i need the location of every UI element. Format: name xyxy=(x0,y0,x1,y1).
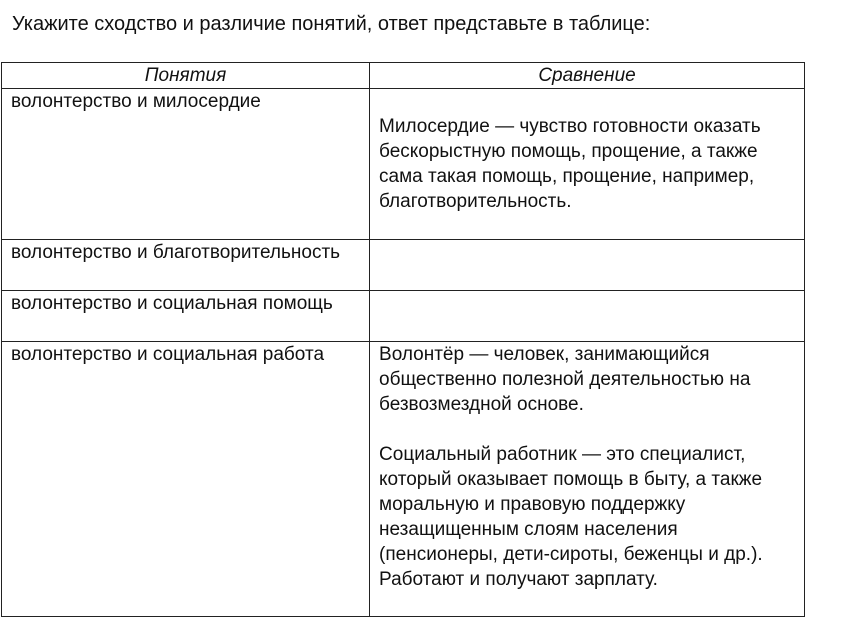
table-row xyxy=(2,291,805,342)
table-row xyxy=(2,240,805,291)
comparison-text: Волонтёр — человек, занимающийся общественно полезной деятельностью на безвозмездной основе. xyxy=(379,344,751,415)
comparison-cell xyxy=(370,291,805,342)
concept-text: волонтерство и благотворительность xyxy=(11,242,341,263)
comparison-cell xyxy=(370,342,805,617)
task-title: Укажите сходство и различие понятий, ответ представьте в таблице: xyxy=(12,13,651,35)
comparison-table xyxy=(1,62,805,617)
table-header-row xyxy=(2,63,805,89)
header-comparison: Сравнение xyxy=(370,63,805,89)
concept-text: волонтерство и милосердие xyxy=(11,91,261,112)
table-row xyxy=(2,342,805,617)
comparison-text: Милосердие — чувство готовности оказать бескорыстную помощь, прощение, а также сама такая помощь, прощение, например, благотворительность. xyxy=(379,116,761,212)
concept-cell xyxy=(2,240,370,291)
concept-cell xyxy=(2,291,370,342)
table-row xyxy=(2,89,805,240)
header-concepts: Понятия xyxy=(2,63,370,89)
concept-text: волонтерство и социальная работа xyxy=(11,344,325,365)
concept-cell xyxy=(2,342,370,617)
comparison-cell xyxy=(370,240,805,291)
comparison-cell xyxy=(370,89,805,240)
comparison-text: Социальный работник — это специалист, который оказывает помощь в быту, а также моральную и правовую поддержку незащищенным слоям населения (пенсионеры, дети-сироты, беженцы и др.). Работают и получают зарплату. xyxy=(379,444,763,590)
concept-cell xyxy=(2,89,370,240)
concept-text: волонтерство и социальная помощь xyxy=(11,293,333,314)
